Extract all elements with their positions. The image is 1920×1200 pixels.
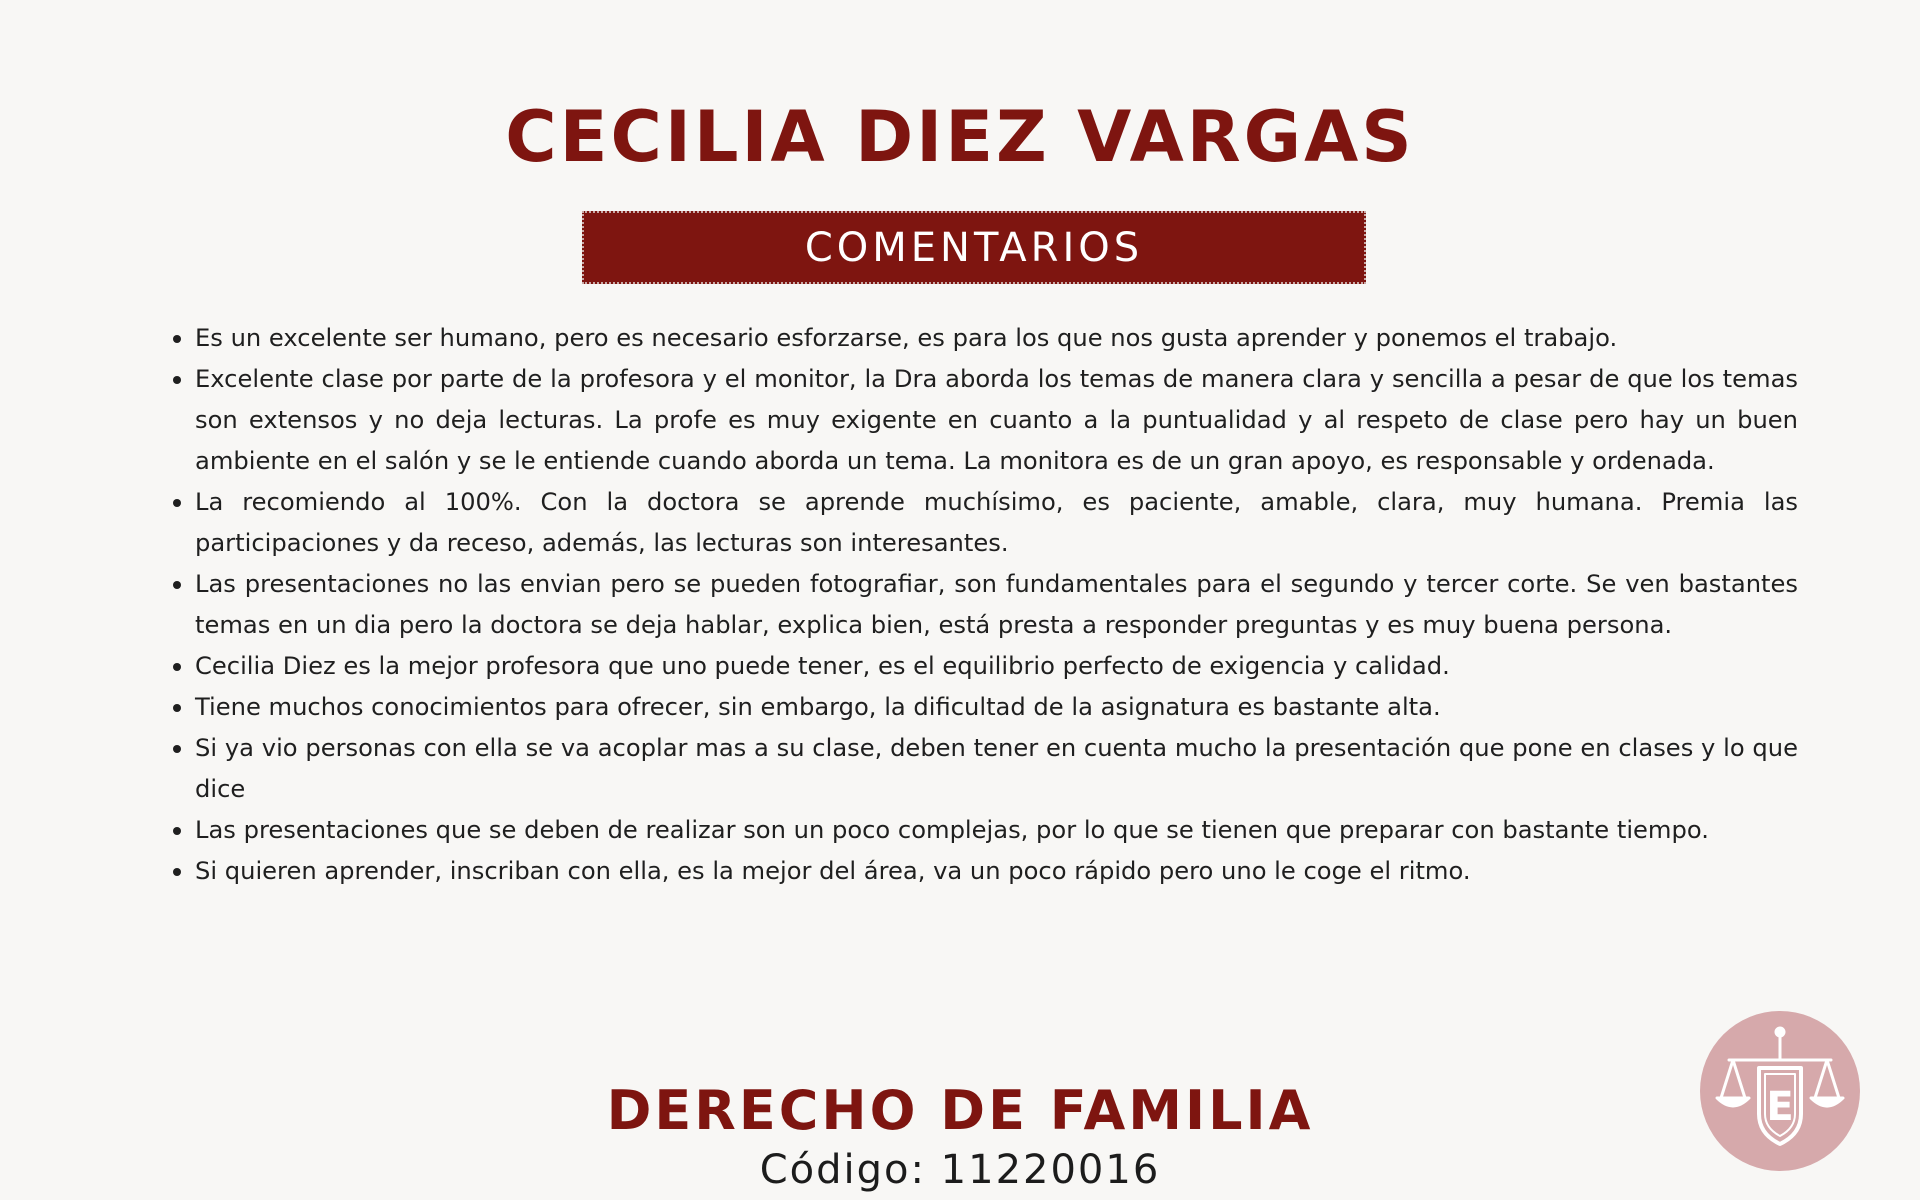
comment-item: Es un excelente ser humano, pero es necesario esforzarse, es para los que nos gusta aprender y ponemos el trabajo. [195, 318, 1798, 359]
comment-item: Tiene muchos conocimientos para ofrecer, sin embargo, la dificultad de la asignatura es bastante alta. [195, 687, 1798, 728]
comments-list [168, 318, 1798, 892]
comment-item: La recomiendo al 100%. Con la doctora se aprende muchísimo, es paciente, amable, clara, muy humana. Premia las participaciones y da receso, además, las lecturas son interesantes. [195, 482, 1798, 564]
professor-name-title: CECILIA DIEZ VARGAS [505, 96, 1415, 178]
comment-item: Si quieren aprender, inscriban con ella, es la mejor del área, va un poco rápido pero uno le coge el ritmo. [195, 851, 1798, 892]
comments-banner [582, 211, 1366, 284]
comment-item: Las presentaciones no las envian pero se pueden fotografiar, son fundamentales para el segundo y tercer corte. Se ven bastantes temas en un dia pero la doctora se deja hablar, explica bien, está presta a responder preguntas y es muy buena persona. [195, 564, 1798, 646]
subject-title: DERECHO DE FAMILIA [606, 1079, 1314, 1142]
comment-item: Si ya vio personas con ella se va acoplar mas a su clase, deben tener en cuenta mucho la presentación que pone en clases y lo que dice [195, 728, 1798, 810]
comment-item: Cecilia Diez es la mejor profesora que uno puede tener, es el equilibrio perfecto de exigencia y calidad. [195, 646, 1798, 687]
subject-code: Código: 11220016 [759, 1147, 1161, 1193]
comment-item: Las presentaciones que se deben de realizar son un poco complejas, por lo que se tienen que preparar con bastante tiempo. [195, 810, 1798, 851]
comment-item: Excelente clase por parte de la profesora y el monitor, la Dra aborda los temas de manera clara y sencilla a pesar de que los temas son extensos y no deja lecturas. La profe es muy exigente en cuanto a la puntualidad y al respeto de clase pero hay un buen ambiente en el salón y se le entiende cuando aborda un tema. La monitora es de un gran apoyo, es responsable y ordenada. [195, 359, 1798, 482]
logo-letter: E [1766, 1084, 1794, 1130]
comments-banner-label: COMENTARIOS [804, 224, 1144, 271]
scales-of-justice-emblem-icon [1699, 1010, 1861, 1172]
